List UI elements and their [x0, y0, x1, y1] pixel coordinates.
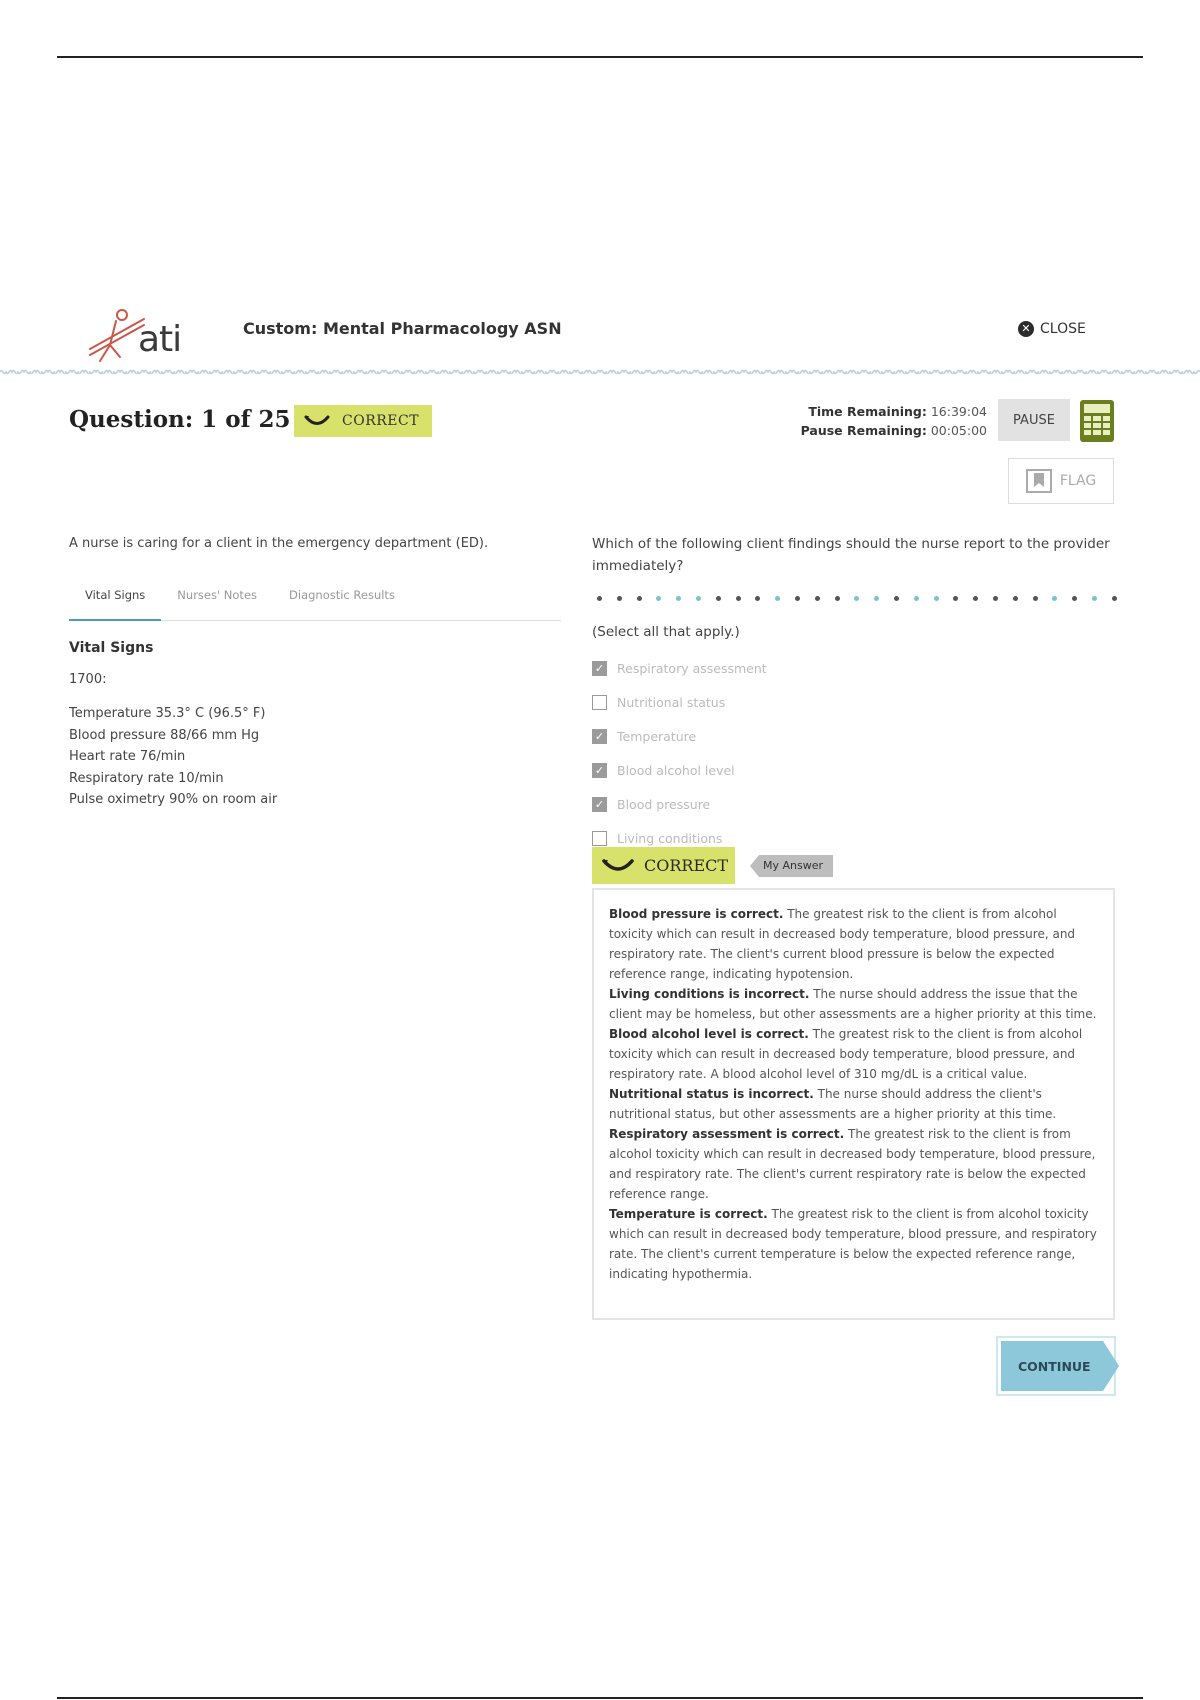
flag-label: FLAG — [1059, 473, 1097, 489]
vital-signs-list — [69, 703, 277, 811]
progress-dot — [1092, 596, 1097, 601]
page-bottom-rule — [57, 1697, 1143, 1699]
figure-logo-icon — [86, 305, 146, 365]
time-remaining-label: Time Remaining: — [808, 404, 927, 419]
progress-dot — [1072, 596, 1077, 601]
vital-pulse-oximetry: Pulse oximetry 90% on room air — [69, 792, 278, 808]
progress-dot — [973, 596, 978, 601]
time-remaining-value: 16:39:04 — [930, 404, 987, 419]
rationale-box — [592, 888, 1115, 1320]
continue-button[interactable] — [996, 1336, 1116, 1396]
progress-dot — [637, 596, 642, 601]
answer-option[interactable] — [592, 787, 767, 821]
progress-dot — [736, 596, 741, 601]
rationale-text: The greatest risk to the client is from alcohol toxicity which can result in decreased body temperature, blood pressure, and respiratory rate. The client's current blood pressure is below the expected reference range, indicating hypotension. — [609, 907, 1076, 981]
progress-dot — [795, 596, 800, 601]
pause-remaining-label: Pause Remaining: — [800, 423, 927, 438]
tab-diagnostic-results[interactable]: Diagnostic Results — [289, 588, 395, 602]
rationale-text: The greatest risk to the client is from alcohol toxicity which can result in decreased body temperature, blood pressure, and respiratory rate. A blood alcohol level of 310 mg/dL is a critical value. — [609, 1027, 1083, 1081]
progress-dot — [1013, 596, 1018, 601]
progress-dot — [617, 596, 622, 601]
vital-respiratory-rate: Respiratory rate 10/min — [69, 770, 224, 786]
answer-option[interactable] — [592, 651, 767, 685]
result-correct-badge — [592, 847, 735, 884]
progress-dot — [874, 596, 879, 601]
answer-option-label: Respiratory assessment — [617, 660, 767, 676]
progress-dot — [1052, 596, 1057, 601]
progress-dots — [597, 596, 1117, 601]
progress-dot — [914, 596, 919, 601]
my-answer-label: My Answer — [759, 855, 833, 877]
progress-dot — [815, 596, 820, 601]
progress-dot — [656, 596, 661, 601]
checkbox-checked-icon[interactable]: ✓ — [592, 661, 607, 676]
progress-dot — [934, 596, 939, 601]
pause-remaining-value: 00:05:00 — [930, 423, 987, 438]
answer-option-label: Living conditions — [617, 830, 723, 846]
exhibit-tabs — [69, 580, 561, 621]
timer-block — [775, 402, 987, 440]
progress-dot — [775, 596, 780, 601]
scenario-text: A nurse is caring for a client in the emergency department (ED). — [69, 536, 489, 551]
calculator-icon[interactable] — [1080, 400, 1114, 442]
header-divider — [0, 368, 1200, 376]
answer-option[interactable] — [592, 719, 767, 753]
answer-option-label: Blood alcohol level — [617, 762, 735, 778]
checkbox-empty-icon[interactable] — [592, 695, 607, 710]
progress-dot — [676, 596, 681, 601]
checkbox-empty-icon[interactable] — [592, 831, 607, 846]
vital-heart-rate: Heart rate 76/min — [69, 749, 186, 765]
rationale-text: The nurse should address the client's nutritional status, but other assessments are a higher priority at this time. — [609, 1087, 1057, 1121]
rationale-lead: Nutritional status is incorrect. — [609, 1087, 814, 1101]
vital-temperature: Temperature 35.3° C (96.5° F) — [69, 706, 266, 721]
app-header — [0, 295, 1200, 375]
vital-signs-time: 1700: — [69, 672, 107, 687]
correct-status-label: CORRECT — [342, 413, 420, 429]
rationale-paragraph — [609, 984, 1099, 1024]
rationale-text: The greatest risk to the client is from alcohol toxicity which can result in decreased body temperature, blood pressure, and respiratory rate. The client's current respiratory rate is below the expected reference range. — [609, 1127, 1096, 1201]
progress-dot — [1033, 596, 1038, 601]
rationale-paragraph — [609, 904, 1099, 984]
answer-option[interactable] — [592, 685, 767, 719]
rationale-paragraph — [609, 1204, 1099, 1284]
exam-title: Custom: Mental Pharmacology ASN — [243, 319, 562, 338]
rationale-text: The greatest risk to the client is from alcohol toxicity which can result in decreased body temperature, blood pressure, and respiratory rate. The client's current temperature is below the expected reference range, indicating hypothermia. — [609, 1207, 1097, 1281]
my-answer-tag — [750, 855, 833, 877]
rationale-paragraph — [609, 1124, 1099, 1204]
rationale-lead: Blood pressure is correct. — [609, 907, 784, 921]
tab-vital-signs[interactable]: Vital Signs — [69, 580, 161, 621]
select-all-instruction: (Select all that apply.) — [592, 624, 740, 640]
page-top-rule — [57, 56, 1143, 58]
progress-dot — [755, 596, 760, 601]
progress-dot — [854, 596, 859, 601]
correct-status-badge — [294, 405, 432, 437]
close-icon: ✕ — [1018, 321, 1034, 337]
progress-dot — [597, 596, 602, 601]
checkbox-checked-icon[interactable]: ✓ — [592, 729, 607, 744]
flag-button[interactable] — [1008, 458, 1114, 504]
progress-dot — [716, 596, 721, 601]
checkbox-checked-icon[interactable]: ✓ — [592, 763, 607, 778]
progress-dot — [953, 596, 958, 601]
answer-option-label: Nutritional status — [617, 694, 726, 710]
result-correct-label: CORRECT — [644, 856, 729, 875]
vital-blood-pressure: Blood pressure 88/66 mm Hg — [69, 727, 260, 743]
rationale-paragraph — [609, 1024, 1099, 1084]
rationale-lead: Respiratory assessment is correct. — [609, 1127, 845, 1141]
pause-button[interactable]: PAUSE — [998, 399, 1070, 441]
rationale-lead: Living conditions is incorrect. — [609, 987, 810, 1001]
ati-logo — [86, 305, 190, 365]
question-counter: Question: 1 of 25 — [69, 406, 291, 433]
rationale-text: The nurse should address the issue that the client may be homeless, but other assessments are a higher priority at this time. — [609, 987, 1097, 1021]
answer-options — [592, 651, 767, 855]
correct-swoosh-icon — [304, 414, 330, 428]
progress-dot — [696, 596, 701, 601]
bookmark-flag-icon — [1026, 469, 1052, 493]
correct-swoosh-icon — [602, 858, 634, 874]
answer-option[interactable] — [592, 753, 767, 787]
left-arrow-icon — [750, 855, 759, 877]
question-stem: Which of the following client findings should the nurse report to the provider immediately? — [592, 536, 1110, 574]
rationale-lead: Blood alcohol level is correct. — [609, 1027, 809, 1041]
logo-text: ati — [138, 319, 182, 360]
close-label: CLOSE — [1040, 321, 1086, 337]
continue-label: CONTINUE — [1001, 1341, 1103, 1391]
tab-nurses-notes[interactable]: Nurses' Notes — [177, 588, 258, 602]
progress-dot — [993, 596, 998, 601]
progress-dot — [835, 596, 840, 601]
rationale-lead: Temperature is correct. — [609, 1207, 768, 1221]
close-button[interactable] — [1018, 321, 1086, 337]
vital-signs-heading: Vital Signs — [69, 640, 154, 656]
checkbox-checked-icon[interactable]: ✓ — [592, 797, 607, 812]
progress-dot — [894, 596, 899, 601]
answer-option-label: Blood pressure — [617, 796, 711, 812]
rationale-paragraph — [609, 1084, 1099, 1124]
answer-option-label: Temperature — [617, 728, 697, 744]
progress-dot — [1112, 596, 1117, 601]
